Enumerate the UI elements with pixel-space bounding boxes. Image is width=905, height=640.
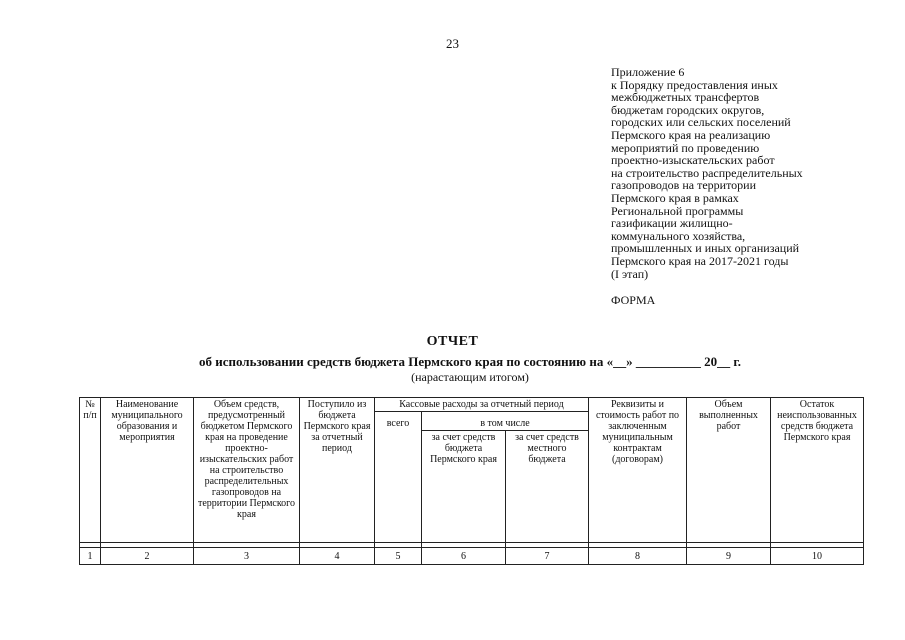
header-cell-remainder: Остаток неиспользованных средств бюджета Пермского края bbox=[771, 398, 864, 543]
appendix-line: промышленных и иных организаций bbox=[611, 241, 800, 256]
appendix-line: Пермского края на реализацию bbox=[611, 127, 771, 142]
report-table bbox=[79, 397, 864, 565]
column-number-row bbox=[80, 548, 864, 565]
appendix-line: на строительство распределительных bbox=[611, 165, 803, 180]
appendix-line: газификации жилищно- bbox=[611, 216, 733, 231]
header-cell-work-volume: Объем выполненных работ bbox=[687, 398, 771, 543]
appendix-line: бюджетам городских округов, bbox=[611, 102, 765, 117]
appendix-line: межбюджетных трансфертов bbox=[611, 90, 760, 105]
appendix-line: мероприятий по проведению bbox=[611, 140, 760, 155]
appendix-line: (I этап) bbox=[611, 266, 649, 281]
header-cell-contracts: Реквизиты и стоимость работ по заключенным муниципальным контрактам (договорам) bbox=[589, 398, 687, 543]
column-number: 2 bbox=[101, 548, 194, 565]
header-cell-including: в том числе bbox=[422, 412, 589, 431]
report-subtitle: об использовании средств бюджета Пермского края по состоянию на «__» __________ 20__ г. bbox=[198, 354, 742, 369]
header-cell-regional: за счет средств бюджета Пермского края bbox=[422, 431, 506, 543]
appendix-line: Пермского края в рамках bbox=[611, 190, 739, 205]
report-title: ОТЧЕТ bbox=[426, 334, 479, 349]
appendix-note bbox=[611, 66, 871, 280]
column-number: 3 bbox=[194, 548, 300, 565]
header-cell-number: № п/п bbox=[80, 398, 101, 543]
appendix-line: Приложение 6 bbox=[611, 65, 685, 79]
appendix-line: Пермского края на 2017-2021 годы bbox=[611, 253, 789, 268]
header-cell-total: всего bbox=[375, 412, 422, 543]
column-number: 6 bbox=[422, 548, 506, 565]
appendix-line: городских или сельских поселений bbox=[611, 115, 791, 130]
column-number: 5 bbox=[375, 548, 422, 565]
appendix-line: к Порядку предоставления иных bbox=[611, 77, 778, 92]
page-number: 23 bbox=[446, 36, 459, 51]
header-cell-local: за счет средств местного бюджета bbox=[506, 431, 589, 543]
appendix-line: газопроводов на территории bbox=[611, 178, 757, 193]
report-subnote: (нарастающим итогом) bbox=[411, 370, 529, 384]
column-number: 10 bbox=[771, 548, 864, 565]
column-number: 8 bbox=[589, 548, 687, 565]
appendix-line: Региональной программы bbox=[611, 203, 744, 218]
header-cell-received: Поступило из бюджета Пермского края за отчетный период bbox=[300, 398, 375, 543]
column-number: 4 bbox=[300, 548, 375, 565]
header-cell-cash-expenses: Кассовые расходы за отчетный период bbox=[375, 398, 589, 412]
column-number: 7 bbox=[506, 548, 589, 565]
column-number: 1 bbox=[80, 548, 101, 565]
column-number: 9 bbox=[687, 548, 771, 565]
header-cell-planned: Объем средств, предусмотренный бюджетом Пермского края на проведение проектно-изыскательских работ на строительство распределительных газопроводов на территории Пермского края bbox=[194, 398, 300, 543]
form-label: ФОРМА bbox=[611, 293, 656, 307]
header-row bbox=[80, 398, 864, 412]
appendix-line: коммунального хозяйства, bbox=[611, 228, 746, 243]
appendix-line: проектно-изыскательских работ bbox=[611, 153, 775, 168]
header-cell-name: Наименование муниципального образования и мероприятия bbox=[101, 398, 194, 543]
